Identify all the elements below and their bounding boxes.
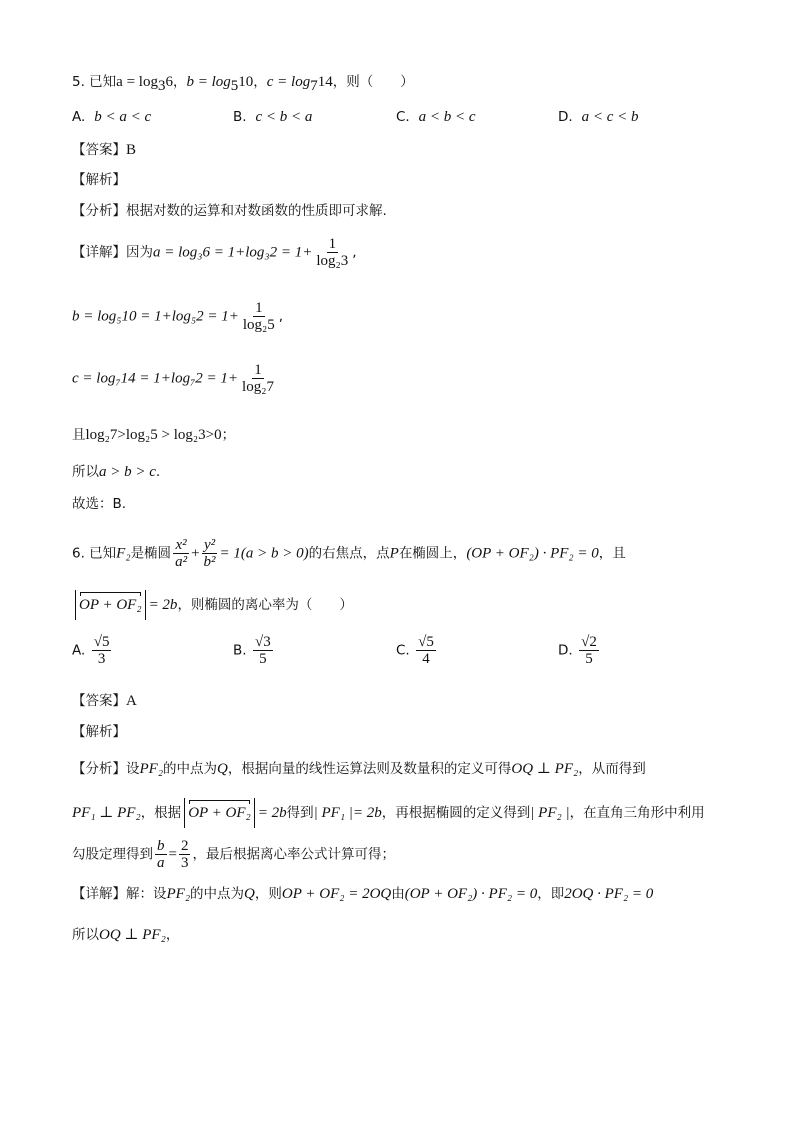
q5-inequality: 且log₂7>log₂5 > log₂3>0；	[72, 427, 236, 443]
q6-option-b: B. $\frac{√3}{5}$	[233, 634, 271, 667]
q5-option-b: B. c < b < a	[233, 109, 313, 125]
modulus-bar-left	[75, 590, 76, 620]
q5-analysis-tag: 【解析】	[72, 172, 126, 188]
q5-option-d: D. a < c < b	[558, 109, 639, 125]
q6-stem-2: OP + OF₂ = 2b，则椭圆的离心率为（ ）	[72, 590, 353, 620]
q5-detail-line-1: 【详解】因为a = log₃6 = 1+log₃2 = 1+ $\frac{1}{\text{log₂3}}$ ,	[72, 236, 357, 269]
q6-fenxi-1: 【分析】设PF₂的中点为Q，根据向量的线性运算法则及数量积的定义可得OQ ⊥ PF₂，从而得到	[72, 761, 646, 777]
q5-stem: 5. 已知$a = \log_36$，$b = \log_510$，$c = \log_714$，则（ ）	[72, 74, 414, 94]
q5-fenxi: 【分析】根据对数的运算和对数函数的性质即可求解.	[72, 203, 387, 219]
fraction: $\frac{\text{x²}}{\text{a²}}$	[175, 537, 188, 570]
q6-stem-1: 6. 已知F₂是椭圆 $\frac{\text{x²}}{\text{a²}}$ + $\frac{\text{y²}}{\text{b²}}$ = 1(a > b > 0)的右焦点，点P在椭圆上，(OP + OF₂) · PF₂ = 0，且	[72, 537, 626, 570]
q5-conclusion: 所以a > b > c.	[72, 464, 161, 480]
q6-fenxi-2: PF₁ ⊥ PF₂，根据 OP + OF₂ = 2b得到| PF₁ |= 2b，再根据椭圆的定义得到| PF₂ |，在直角三角形中利用	[72, 798, 705, 828]
q5-choose: 故选：B.	[72, 496, 127, 512]
fraction: $\frac{\text{y²}}{\text{b²}}$	[203, 537, 216, 570]
q6-answer: 【答案】A	[72, 693, 137, 709]
q6-analysis-tag: 【解析】	[72, 724, 126, 740]
q6-option-a: A. $\frac{√5}{3}$	[72, 634, 110, 667]
q5-option-a: A. b < a < c	[72, 109, 152, 125]
q5-answer: 【答案】B	[72, 142, 137, 158]
q5-option-c: C. a < b < c	[396, 109, 476, 125]
fraction: $\frac{1}{\text{log₂5}}$	[242, 300, 275, 333]
q6-option-c: C. $\frac{√5}{4}$	[396, 634, 434, 667]
q6-detail-1: 【详解】解：设PF₂的中点为Q，则OP + OF₂ = 2OQ由(OP + OF₂) · PF₂ = 0，即2OQ · PF₂ = 0	[72, 886, 654, 902]
q6-fenxi-3: 勾股定理得到 $\frac{b}{a}$ = $\frac{2}{3}$ ，最后根据离心率公式计算可得；	[72, 838, 395, 871]
q6-last-line: 所以OQ ⊥ PF₂，	[72, 927, 180, 943]
q6-option-d: D. $\frac{√2}{5}$	[558, 634, 597, 667]
q5-detail-line-2: b = log₅10 = 1+log₅2 = 1+ $\frac{1}{\text{log₂5}}$ ,	[72, 300, 284, 333]
modulus-bar-right	[145, 590, 146, 620]
q5-detail-line-3: c = log₇14 = 1+log₇2 = 1+ $\frac{1}{\text{log₂7}}$	[72, 362, 274, 395]
fraction: $\frac{1}{\text{log₂7}}$	[242, 362, 274, 395]
fraction: $\frac{1}{\text{log₂3}}$	[316, 236, 349, 269]
